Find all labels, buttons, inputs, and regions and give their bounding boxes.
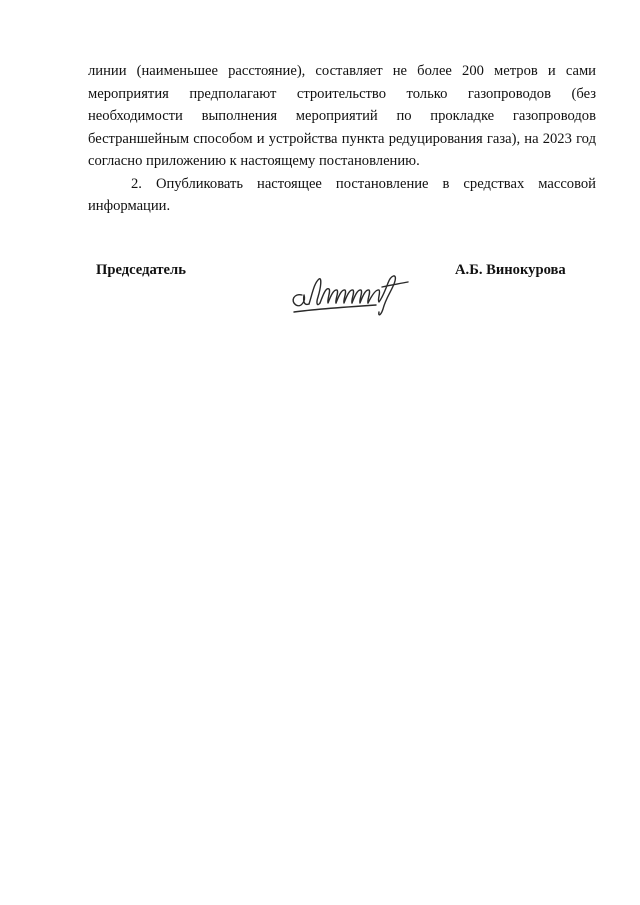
paragraph-publish: 2. Опубликовать настоящее постановление в средствах массовой информации.: [88, 175, 596, 214]
document-body: [88, 60, 596, 218]
signatory-name: А.Б. Винокурова: [455, 262, 566, 278]
signatory-title: Председатель: [96, 262, 186, 278]
paragraph-continuation: линии (наименьшее расстояние), составляет не более 200 метров и сами мероприятия предполагают строительство только газопроводов (без необходимости выполнения мероприятий по прокладке газопроводов бестраншейным способом и устройства пункта редуцирования газа), на 2023 год согласно приложению к настоящему постановлению.: [88, 63, 596, 169]
handwritten-signature: [286, 265, 414, 321]
signature-row: [0, 259, 640, 319]
